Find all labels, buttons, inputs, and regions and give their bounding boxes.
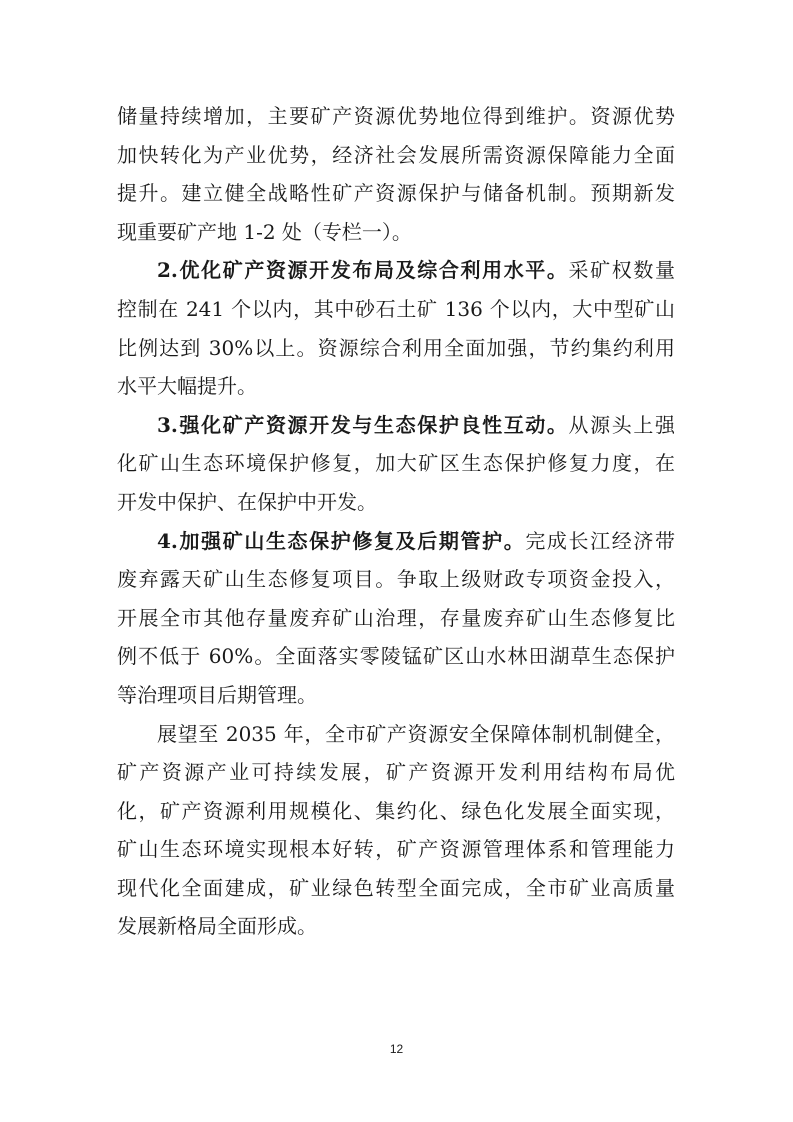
paragraph-heading: 2.优化矿产资源开发布局及综合利用水平。 xyxy=(157,258,569,283)
text-line: 展望至 2035 年，全市矿产资源安全保障体制机制健全， xyxy=(157,721,675,746)
text-line: 现代化全面建成，矿业绿色转型全面完成，全市矿业高质量 xyxy=(117,875,675,900)
body-text xyxy=(117,97,675,946)
text-line xyxy=(117,251,675,290)
text-line: 水平大幅提升。 xyxy=(117,374,257,399)
text-line: 废弃露天矿山生态修复项目。争取上级财政专项资金投入， xyxy=(117,567,675,592)
text-line: 化矿山生态环境保护修复，加大矿区生态保护修复力度，在 xyxy=(117,451,675,476)
paragraph-heading: 4.加强矿山生态保护修复及后期管护。 xyxy=(157,528,526,553)
text-line: 现重要矿产地 1-2 处（专栏一）。 xyxy=(117,219,412,244)
text-line: 开展全市其他存量废弃矿山治理，存量废弃矿山生态修复比 xyxy=(117,605,675,630)
text-line: 提升。建立健全战略性矿产资源保护与储备机制。预期新发 xyxy=(117,181,675,206)
text-line: 等治理项目后期管理。 xyxy=(117,682,317,707)
paragraph-development-layout xyxy=(117,251,675,405)
text-line: 储量持续增加，主要矿产资源优势地位得到维护。资源优势 xyxy=(117,104,675,128)
text-line: 开发中保护、在保护中开发。 xyxy=(117,489,377,514)
paragraph-mine-restoration xyxy=(117,522,675,715)
paragraph-ecological-interaction xyxy=(117,406,675,522)
paragraph-outlook-2035 xyxy=(117,715,675,947)
text-line: 例不低于 60%。全面落实零陵锰矿区山水林田湖草生态保护 xyxy=(117,644,675,669)
text-line: 加快转化为产业优势，经济社会发展所需资源保障能力全面 xyxy=(117,142,675,167)
text-run: 完成长江经济带 xyxy=(525,528,675,553)
text-line xyxy=(117,522,675,561)
text-line: 化，矿产资源利用规模化、集约化、绿色化发展全面实现， xyxy=(117,798,675,823)
text-line: 矿产资源产业可持续发展，矿产资源开发利用结构布局优 xyxy=(117,760,675,785)
text-line xyxy=(117,406,675,445)
text-run: 采矿权数量 xyxy=(568,258,676,283)
paragraph-heading: 3.强化矿产资源开发与生态保护良性互动。 xyxy=(157,412,569,437)
text-line: 控制在 241 个以内，其中砂石土矿 136 个以内，大中型矿山 xyxy=(117,296,675,321)
paragraph-resource-reserves xyxy=(117,97,675,251)
text-line: 发展新格局全面形成。 xyxy=(117,914,317,939)
text-line: 矿山生态环境实现根本好转，矿产资源管理体系和管理能力 xyxy=(117,837,675,862)
text-line: 比例达到 30%以上。资源综合利用全面加强，节约集约利用 xyxy=(117,335,675,360)
page-number: 12 xyxy=(389,1042,404,1056)
text-run: 从源头上强 xyxy=(568,412,676,437)
